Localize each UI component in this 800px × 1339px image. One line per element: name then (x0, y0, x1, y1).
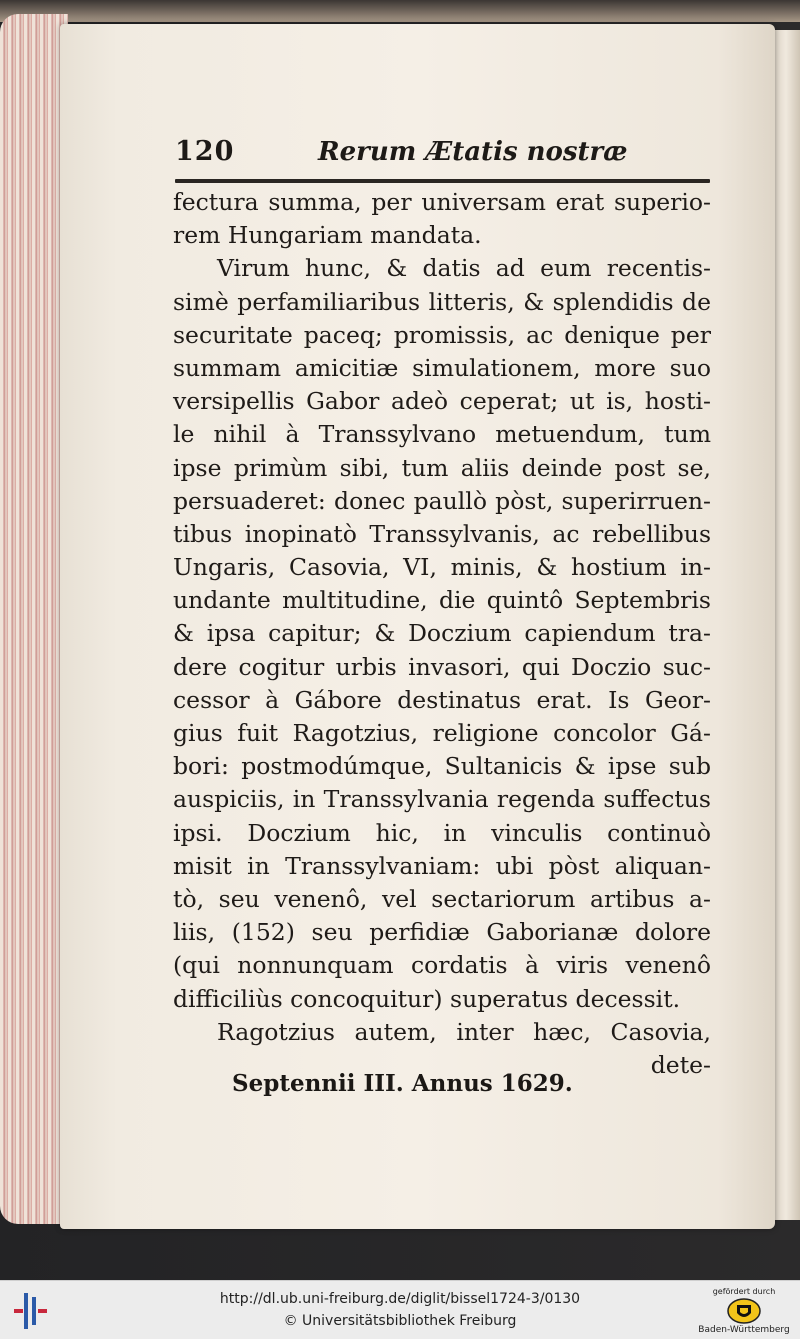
text-line: Ungaris, Casovia, VI, minis, & hostium in- (173, 553, 711, 582)
facing-page-edge (772, 30, 800, 1220)
text-line: gius fuit Ragotzius, religione concolor Gá- (173, 719, 711, 747)
sponsor-state: Baden-Württemberg (698, 1325, 790, 1335)
text-line: Virum hunc, & datis ad eum recentis- (217, 254, 711, 283)
text-line: (qui nonnunquam cordatis à viris venenô (173, 951, 711, 980)
body-text (173, 186, 711, 1082)
header-rule (175, 179, 710, 183)
text-line: rem Hungariam mandata. (173, 221, 482, 250)
running-title: Rerum Ætatis nostræ (318, 137, 628, 167)
text-line: le nihil à Transsylvano metuendum, tum (173, 420, 711, 449)
signature-catchline: Septennii III. Annus 1629. (232, 1070, 573, 1097)
text-line: versipellis Gabor adeò ceperat; ut is, hosti- (173, 387, 711, 416)
state-coat-of-arms-icon (726, 1297, 762, 1325)
running-head (175, 136, 715, 176)
page-stack-edge (0, 14, 68, 1224)
viewer-footer-bar (0, 1280, 800, 1339)
text-line: simè perfamiliaribus litteris, & splendidis de (173, 287, 711, 316)
text-line: & ipsa capitur; & Doczium capiendum tra- (173, 619, 711, 648)
text-line: Ragotzius autem, inter hæc, Casovia, (217, 1017, 711, 1046)
text-line: undante multitudine, die quintô Septembris (173, 586, 711, 615)
text-line: securitate paceq; promissis, ac denique per (173, 320, 711, 349)
text-line: bori: postmodúmque, Sultanicis & ipse sub (173, 752, 711, 781)
text-line: dere cogitur urbis invasori, qui Doczio suc- (173, 652, 711, 681)
text-line: misit in Transsylvaniam: ubi pòst aliquan- (173, 851, 711, 880)
copyright-notice: © Universitätsbibliothek Freiburg (283, 1313, 517, 1329)
text-line: fectura summa, per universam erat superio- (173, 188, 711, 216)
text-line: cessor à Gábore destinatus erat. Is Geor- (173, 685, 711, 714)
document-url[interactable]: http://dl.ub.uni-freiburg.de/diglit/bissel1724-3/0130 (219, 1291, 581, 1307)
sponsor-label: gefördert durch (712, 1287, 776, 1296)
text-line: persuaderet: donec paullò pòst, superirruen- (173, 486, 711, 515)
text-line: auspiciis, in Transsylvania regenda suffectus (173, 785, 711, 814)
text-line: difficiliùs concoquitur) superatus decessit. (173, 984, 681, 1013)
sponsor-logo (694, 1285, 794, 1337)
text-line: tò, seu venenô, vel sectariorum artibus a- (173, 884, 711, 913)
book-cover-edge (0, 0, 800, 22)
page-number: 120 (175, 136, 235, 167)
text-line: ipsi. Doczium hic, in vinculis continuò (173, 818, 711, 847)
text-line: tibus inopinatò Transsylvanis, ac rebellibus (173, 519, 711, 548)
text-line: liis, (152) seu perfidiæ Gaborianæ dolore (173, 918, 711, 947)
text-line: dete- (650, 1050, 711, 1079)
text-line: summam amicitiæ simulationem, more suo (173, 353, 711, 382)
text-line: ipse primùm sibi, tum aliis deinde post se, (173, 453, 711, 482)
